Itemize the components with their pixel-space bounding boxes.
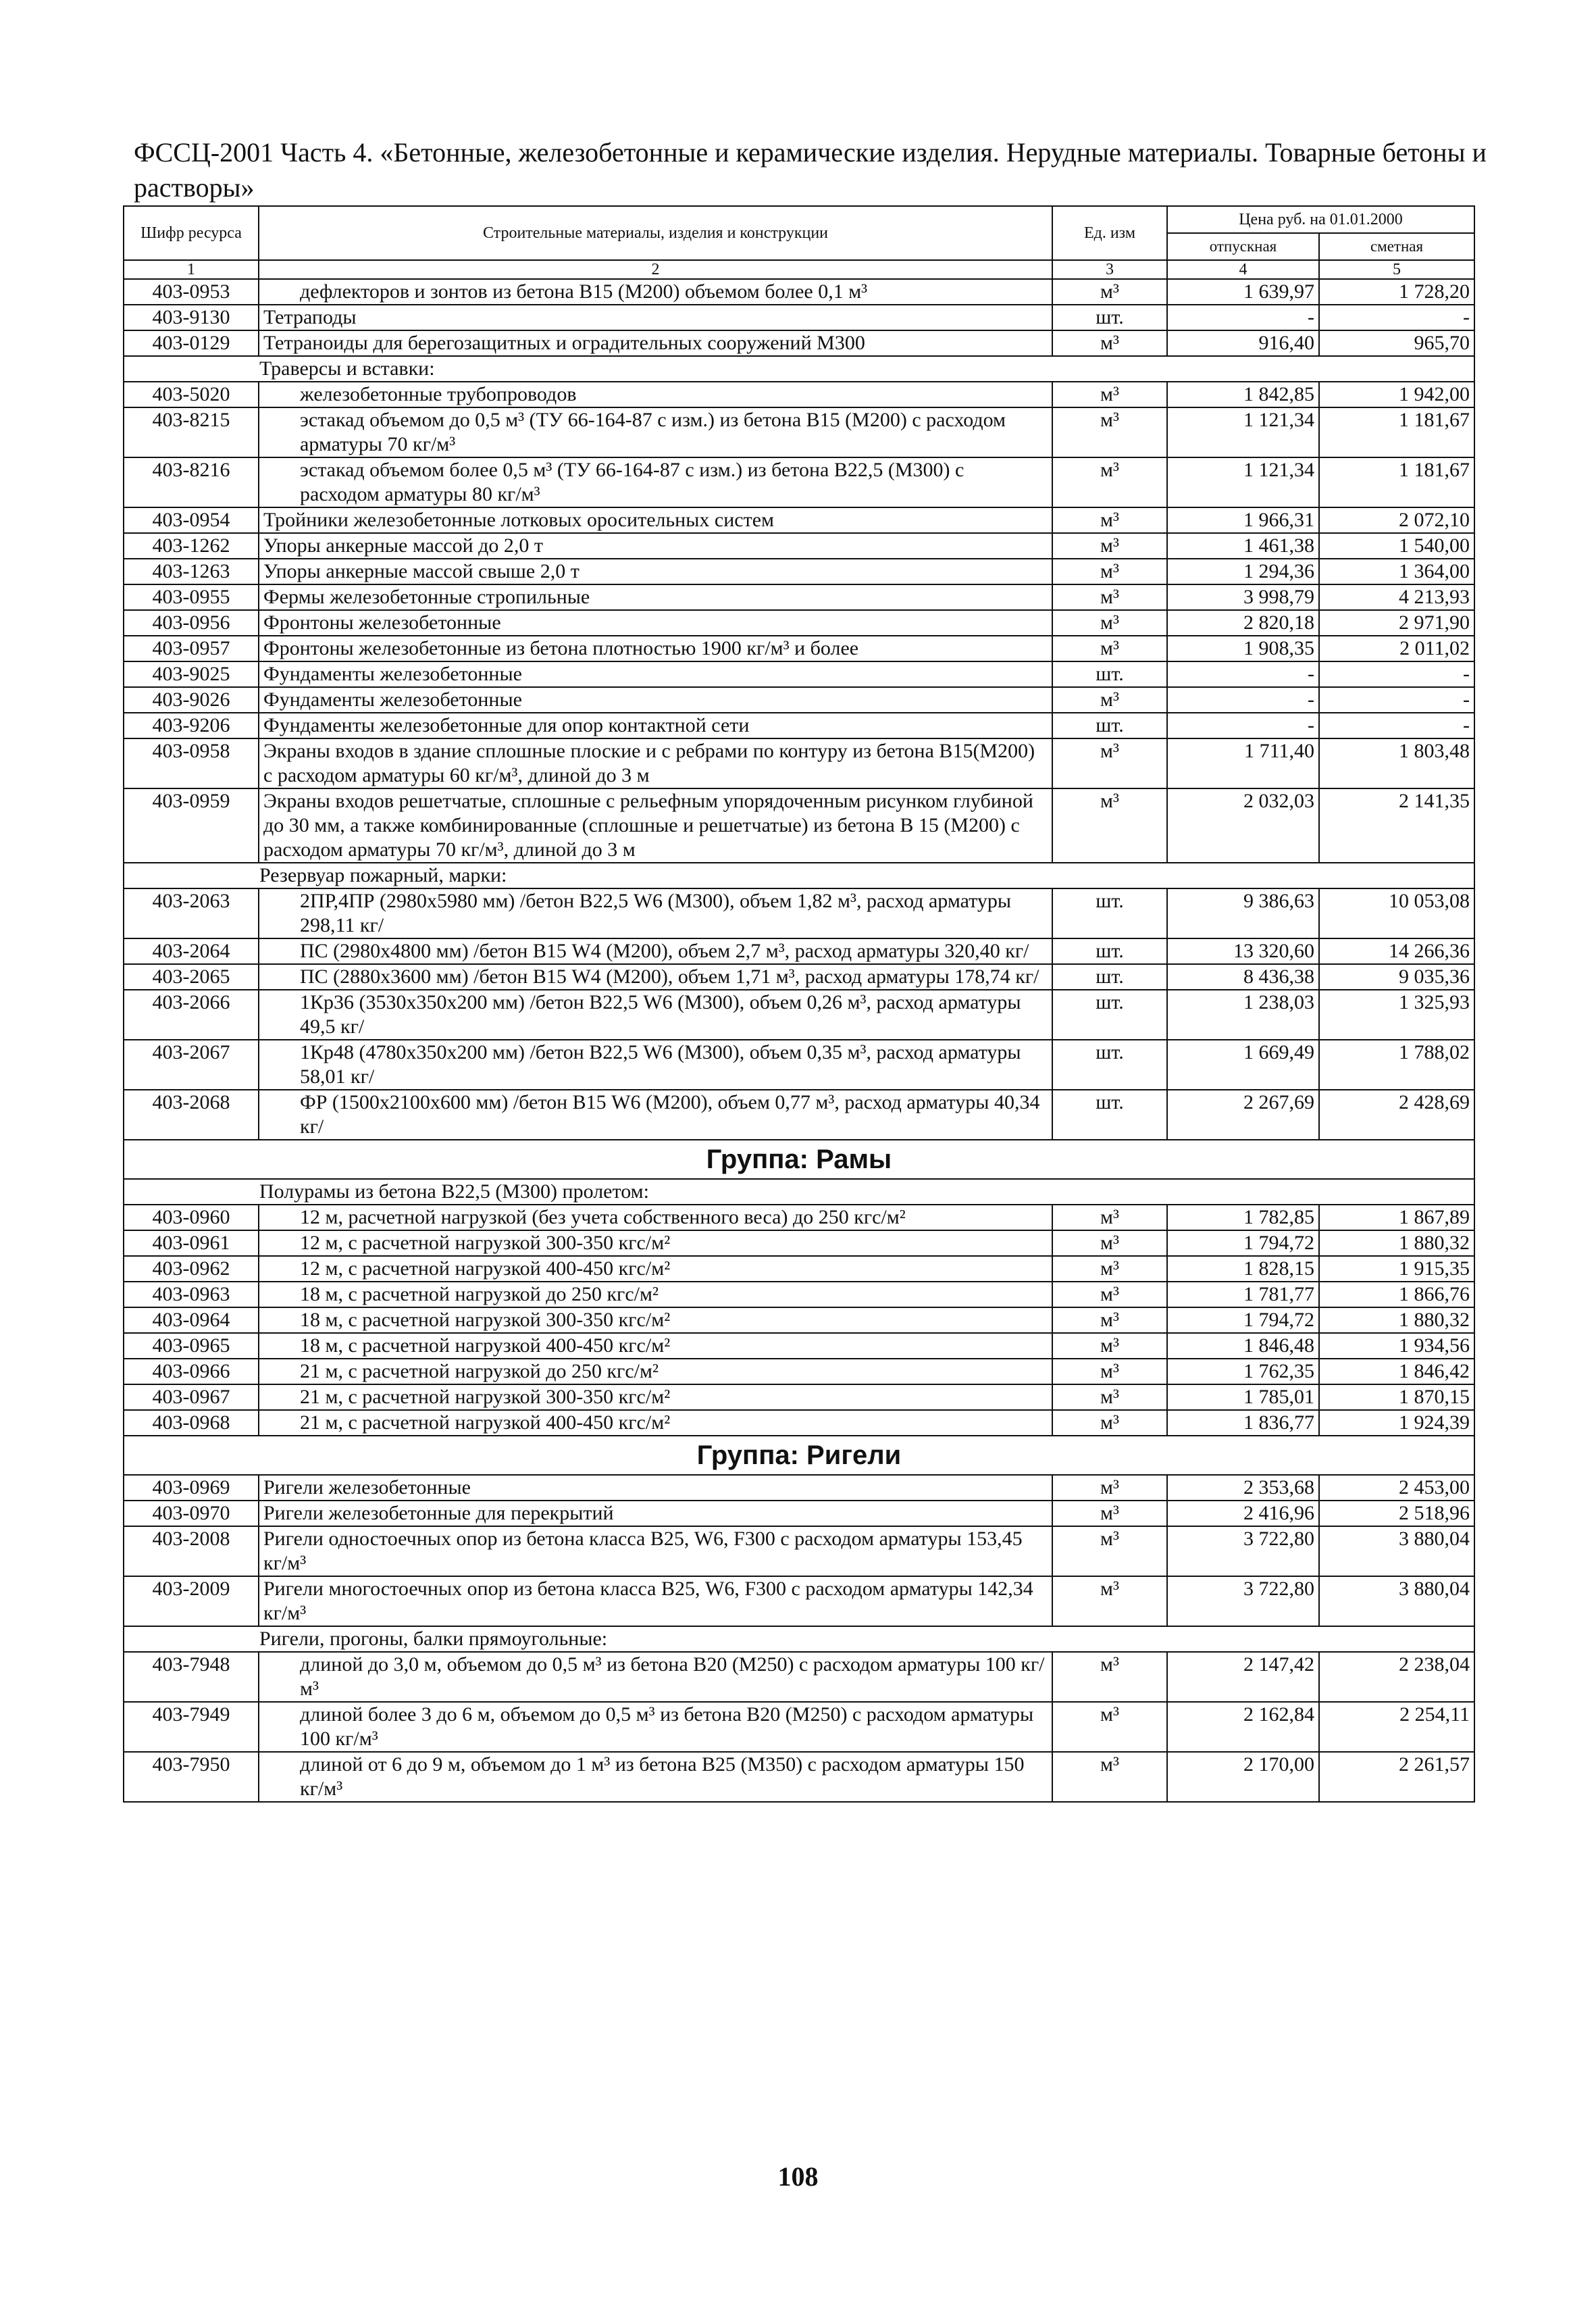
material-name: Упоры анкерные массой свыше 2,0 т [259,559,1052,584]
resource-code: 403-0953 [124,279,259,305]
price-estimate: 1 803,48 [1319,738,1474,788]
subheader-text: Ригели, прогоны, балки прямоугольные: [124,1626,1474,1652]
unit-cell: шт. [1052,661,1167,687]
price-release: - [1167,305,1319,330]
material-name: 18 м, с расчетной нагрузкой 400-450 кгс/м² [259,1333,1052,1359]
price-release: 1 785,01 [1167,1384,1319,1410]
header-unit: Ед. изм [1052,206,1167,260]
table-row [124,738,1474,788]
price-release: 1 782,85 [1167,1205,1319,1230]
table-row [124,559,1474,584]
unit-cell: м³ [1052,1702,1167,1752]
material-name: Ригели железобетонные для перекрытий [259,1501,1052,1526]
price-estimate: 2 971,90 [1319,610,1474,636]
group-title: Группа: Рамы [124,1140,1474,1179]
material-name: Тетраноиды для берегозащитных и оградительных сооружений М300 [259,330,1052,356]
price-release: 1 294,36 [1167,559,1319,584]
table-row [124,990,1474,1040]
header-code: Шифр ресурса [124,206,259,260]
unit-cell: шт. [1052,888,1167,938]
material-name: 2ПР,4ПР (2980х5980 мм) /бетон В22,5 W6 (М300), объем 1,82 м³, расход арматуры 298,11 кг/ [259,888,1052,938]
resource-code: 403-2008 [124,1526,259,1576]
material-name: 21 м, с расчетной нагрузкой до 250 кгс/м² [259,1359,1052,1384]
resource-code: 403-8216 [124,457,259,507]
price-release: - [1167,713,1319,738]
table-row [124,687,1474,713]
unit-cell: м³ [1052,533,1167,559]
price-release: 3 722,80 [1167,1576,1319,1626]
price-estimate: 1 915,35 [1319,1256,1474,1282]
price-estimate: 1 924,39 [1319,1410,1474,1436]
material-name: 12 м, расчетной нагрузкой (без учета собственного веса) до 250 кгс/м² [259,1205,1052,1230]
unit-cell: м³ [1052,788,1167,863]
price-release: 2 162,84 [1167,1702,1319,1752]
material-name: Фронтоны железобетонные [259,610,1052,636]
table-header-row [124,206,1474,233]
unit-cell: м³ [1052,1475,1167,1501]
unit-cell: м³ [1052,1307,1167,1333]
price-release: 1 238,03 [1167,990,1319,1040]
price-release: 1 846,48 [1167,1333,1319,1359]
unit-cell: шт. [1052,713,1167,738]
price-estimate: 2 072,10 [1319,507,1474,533]
price-release: - [1167,661,1319,687]
price-release: 1 711,40 [1167,738,1319,788]
price-release: 8 436,38 [1167,964,1319,990]
material-name: 21 м, с расчетной нагрузкой 300-350 кгс/м² [259,1384,1052,1410]
unit-cell: м³ [1052,610,1167,636]
unit-cell: м³ [1052,1256,1167,1282]
unit-cell: м³ [1052,738,1167,788]
material-name: Фундаменты железобетонные [259,687,1052,713]
unit-cell: м³ [1052,279,1167,305]
resource-code: 403-0970 [124,1501,259,1526]
price-release: 916,40 [1167,330,1319,356]
price-release: 1 908,35 [1167,636,1319,661]
unit-cell: м³ [1052,1576,1167,1626]
table-row [124,1282,1474,1307]
unit-cell: м³ [1052,382,1167,407]
price-estimate: 1 325,93 [1319,990,1474,1040]
price-estimate: 2 453,00 [1319,1475,1474,1501]
unit-cell: м³ [1052,1359,1167,1384]
table-row [124,1384,1474,1410]
price-release: 1 639,97 [1167,279,1319,305]
unit-cell: м³ [1052,584,1167,610]
price-release: 1 669,49 [1167,1040,1319,1090]
price-release: 1 966,31 [1167,507,1319,533]
subheader-text: Траверсы и вставки: [124,356,1474,382]
table-row [124,964,1474,990]
resource-code: 403-7948 [124,1652,259,1702]
subheader-row [124,863,1474,888]
price-release: 3 722,80 [1167,1526,1319,1576]
table-row [124,713,1474,738]
material-name: ПС (2980х4800 мм) /бетон В15 W4 (М200), объем 2,7 м³, расход арматуры 320,40 кг/ [259,938,1052,964]
resource-code: 403-1262 [124,533,259,559]
price-release: 2 147,42 [1167,1652,1319,1702]
price-release: 2 032,03 [1167,788,1319,863]
material-name: Экраны входов решетчатые, сплошные с рельефным упорядоченным рисунком глубиной до 30 мм, а также комбинированные (сплошные и решетчатые) из бетона В 15 (М200) с расходом арматуры 70 кг/м³, длиной до 3 м [259,788,1052,863]
column-number: 2 [259,260,1052,279]
table-row [124,1501,1474,1526]
price-release: 1 842,85 [1167,382,1319,407]
price-estimate: 2 238,04 [1319,1652,1474,1702]
column-number: 5 [1319,260,1474,279]
resource-code: 403-2065 [124,964,259,990]
column-number-row [124,260,1474,279]
material-name: Фермы железобетонные стропильные [259,584,1052,610]
resource-code: 403-0956 [124,610,259,636]
price-estimate: 2 254,11 [1319,1702,1474,1752]
header-name: Строительные материалы, изделия и конструкции [259,206,1052,260]
resource-code: 403-0964 [124,1307,259,1333]
material-name: Ригели железобетонные [259,1475,1052,1501]
price-release: 1 121,34 [1167,407,1319,457]
subheader-text: Полурамы из бетона В22,5 (М300) пролетом: [124,1179,1474,1205]
table-row [124,1205,1474,1230]
price-release: 3 998,79 [1167,584,1319,610]
price-release: 1 794,72 [1167,1307,1319,1333]
price-estimate: 2 518,96 [1319,1501,1474,1526]
unit-cell: шт. [1052,305,1167,330]
material-name: 1Кр48 (4780х350х200 мм) /бетон В22,5 W6 (М300), объем 0,35 м³, расход арматуры 58,01 кг/ [259,1040,1052,1090]
header-price: Цена руб. на 01.01.2000 [1167,206,1474,233]
price-estimate: 10 053,08 [1319,888,1474,938]
price-estimate: 4 213,93 [1319,584,1474,610]
subheader-row [124,1179,1474,1205]
price-estimate: 1 866,76 [1319,1282,1474,1307]
price-release: 1 461,38 [1167,533,1319,559]
resource-code: 403-9025 [124,661,259,687]
price-estimate: 2 011,02 [1319,636,1474,661]
table-row [124,1702,1474,1752]
material-name: эстакад объемом более 0,5 м³ (ТУ 66-164-87 с изм.) из бетона В22,5 (М300) с расходом арматуры 80 кг/м³ [259,457,1052,507]
price-release: 2 820,18 [1167,610,1319,636]
price-estimate: 1 880,32 [1319,1307,1474,1333]
table-row [124,507,1474,533]
price-estimate: 965,70 [1319,330,1474,356]
material-name: 12 м, с расчетной нагрузкой 400-450 кгс/м² [259,1256,1052,1282]
price-estimate: 1 181,67 [1319,407,1474,457]
price-estimate: 1 181,67 [1319,457,1474,507]
price-release: 1 794,72 [1167,1230,1319,1256]
resource-code: 403-0967 [124,1384,259,1410]
price-estimate: 3 880,04 [1319,1576,1474,1626]
group-row [124,1140,1474,1179]
material-name: Ригели одностоечных опор из бетона класса В25, W6, F300 с расходом арматуры 153,45 кг/м³ [259,1526,1052,1576]
material-name: Фундаменты железобетонные для опор контактной сети [259,713,1052,738]
table-row [124,305,1474,330]
price-release: 2 267,69 [1167,1090,1319,1140]
material-name: Тетраподы [259,305,1052,330]
price-estimate: - [1319,713,1474,738]
table-row [124,1475,1474,1501]
table-row [124,610,1474,636]
material-name: ФР (1500х2100х600 мм) /бетон В15 W6 (М200), объем 0,77 м³, расход арматуры 40,34 кг/ [259,1090,1052,1140]
price-release: 1 781,77 [1167,1282,1319,1307]
resource-code: 403-0958 [124,738,259,788]
table-row [124,1333,1474,1359]
price-estimate: 1 870,15 [1319,1384,1474,1410]
unit-cell: м³ [1052,559,1167,584]
material-name: железобетонные трубопроводов [259,382,1052,407]
material-name: Ригели многостоечных опор из бетона класса В25, W6, F300 с расходом арматуры 142,34 кг/м³ [259,1576,1052,1626]
resource-code: 403-2009 [124,1576,259,1626]
resource-code: 403-0963 [124,1282,259,1307]
table-row [124,1576,1474,1626]
unit-cell: шт. [1052,990,1167,1040]
resource-code: 403-0968 [124,1410,259,1436]
material-name: ПС (2880х3600 мм) /бетон В15 W4 (М200), объем 1,71 м³, расход арматуры 178,74 кг/ [259,964,1052,990]
resource-code: 403-0129 [124,330,259,356]
price-release: 1 828,15 [1167,1256,1319,1282]
price-release: 2 416,96 [1167,1501,1319,1526]
column-number: 1 [124,260,259,279]
price-estimate: - [1319,661,1474,687]
subheader-row [124,1626,1474,1652]
price-estimate: 9 035,36 [1319,964,1474,990]
price-estimate: 3 880,04 [1319,1526,1474,1576]
unit-cell: м³ [1052,507,1167,533]
unit-cell: м³ [1052,1205,1167,1230]
resource-code: 403-9130 [124,305,259,330]
resource-code: 403-0965 [124,1333,259,1359]
resource-code: 403-0961 [124,1230,259,1256]
table-row [124,888,1474,938]
column-number: 4 [1167,260,1319,279]
material-name: 12 м, с расчетной нагрузкой 300-350 кгс/м² [259,1230,1052,1256]
price-release: - [1167,687,1319,713]
resource-code: 403-2067 [124,1040,259,1090]
material-name: эстакад объемом до 0,5 м³ (ТУ 66-164-87 с изм.) из бетона В15 (М200) с расходом арматуры 70 кг/м³ [259,407,1052,457]
material-name: 21 м, с расчетной нагрузкой 400-450 кгс/м² [259,1410,1052,1436]
price-estimate: 1 364,00 [1319,559,1474,584]
header-price-estimate: сметная [1319,233,1474,260]
material-name: длиной более 3 до 6 м, объемом до 0,5 м³ из бетона В20 (М250) с расходом арматуры 100 кг/м³ [259,1702,1052,1752]
unit-cell: м³ [1052,687,1167,713]
table-row [124,1752,1474,1802]
material-name: 18 м, с расчетной нагрузкой 300-350 кгс/м² [259,1307,1052,1333]
resource-code: 403-0957 [124,636,259,661]
price-estimate: 1 880,32 [1319,1230,1474,1256]
table-row [124,1526,1474,1576]
price-estimate: 1 728,20 [1319,279,1474,305]
table-row [124,1410,1474,1436]
material-name: Экраны входов в здание сплошные плоские и с ребрами по контуру из бетона В15(М200) с расходом арматуры 60 кг/м³, длиной до 3 м [259,738,1052,788]
resource-code: 403-0969 [124,1475,259,1501]
table-row [124,661,1474,687]
price-estimate: 1 942,00 [1319,382,1474,407]
price-estimate: - [1319,305,1474,330]
price-release: 13 320,60 [1167,938,1319,964]
unit-cell: м³ [1052,1526,1167,1576]
unit-cell: м³ [1052,1652,1167,1702]
unit-cell: м³ [1052,1752,1167,1802]
page-number: 108 [777,2161,819,2192]
price-release: 1 836,77 [1167,1410,1319,1436]
resource-code: 403-7950 [124,1752,259,1802]
table-row [124,457,1474,507]
resource-code: 403-9206 [124,713,259,738]
resource-code: 403-7949 [124,1702,259,1752]
material-name: длиной до 3,0 м, объемом до 0,5 м³ из бетона В20 (М250) с расходом арматуры 100 кг/м³ [259,1652,1052,1702]
unit-cell: м³ [1052,1384,1167,1410]
subheader-row [124,356,1474,382]
price-estimate: 1 788,02 [1319,1040,1474,1090]
price-estimate: 14 266,36 [1319,938,1474,964]
table-row [124,279,1474,305]
group-row [124,1436,1474,1475]
material-name: дефлекторов и зонтов из бетона В15 (М200) объемом более 0,1 м³ [259,279,1052,305]
resource-code: 403-0962 [124,1256,259,1282]
price-estimate: 1 540,00 [1319,533,1474,559]
table-row [124,382,1474,407]
table-row [124,330,1474,356]
resource-code: 403-5020 [124,382,259,407]
table-row [124,407,1474,457]
price-release: 2 353,68 [1167,1475,1319,1501]
price-estimate: 1 934,56 [1319,1333,1474,1359]
unit-cell: м³ [1052,407,1167,457]
resource-code: 403-2066 [124,990,259,1040]
group-title: Группа: Ригели [124,1436,1474,1475]
table-row [124,1090,1474,1140]
table-row [124,533,1474,559]
unit-cell: шт. [1052,1090,1167,1140]
material-name: Фронтоны железобетонные из бетона плотностью 1900 кг/м³ и более [259,636,1052,661]
table-row [124,1359,1474,1384]
subheader-text: Резервуар пожарный, марки: [124,863,1474,888]
resource-code: 403-0954 [124,507,259,533]
unit-cell: м³ [1052,1333,1167,1359]
resource-code: 403-1263 [124,559,259,584]
price-estimate: 1 846,42 [1319,1359,1474,1384]
price-release: 9 386,63 [1167,888,1319,938]
unit-cell: м³ [1052,457,1167,507]
document-title: ФССЦ-2001 Часть 4. «Бетонные, железобетонные и керамические изделия. Нерудные материалы. Товарные бетоны и растворы» [134,137,1487,203]
price-estimate: 2 141,35 [1319,788,1474,863]
material-name: 18 м, с расчетной нагрузкой до 250 кгс/м² [259,1282,1052,1307]
table-row [124,584,1474,610]
table-row [124,1230,1474,1256]
table-row [124,788,1474,863]
table-row [124,938,1474,964]
unit-cell: м³ [1052,330,1167,356]
unit-cell: м³ [1052,1230,1167,1256]
resource-code: 403-0960 [124,1205,259,1230]
material-name: Упоры анкерные массой до 2,0 т [259,533,1052,559]
resource-code: 403-2068 [124,1090,259,1140]
unit-cell: шт. [1052,1040,1167,1090]
resource-code: 403-0966 [124,1359,259,1384]
unit-cell: м³ [1052,636,1167,661]
resource-code: 403-2064 [124,938,259,964]
material-name: длиной от 6 до 9 м, объемом до 1 м³ из бетона В25 (М350) с расходом арматуры 150 кг/м³ [259,1752,1052,1802]
column-number: 3 [1052,260,1167,279]
resource-code: 403-9026 [124,687,259,713]
unit-cell: м³ [1052,1282,1167,1307]
material-name: Тройники железобетонные лотковых оросительных систем [259,507,1052,533]
table-row [124,1652,1474,1702]
resource-code: 403-8215 [124,407,259,457]
table-row [124,636,1474,661]
header-price-release: отпускная [1167,233,1319,260]
unit-cell: м³ [1052,1501,1167,1526]
price-release: 1 762,35 [1167,1359,1319,1384]
price-table [123,205,1475,1803]
price-release: 1 121,34 [1167,457,1319,507]
unit-cell: шт. [1052,938,1167,964]
material-name: Фундаменты железобетонные [259,661,1052,687]
price-estimate: 2 428,69 [1319,1090,1474,1140]
resource-code: 403-2063 [124,888,259,938]
material-name: 1Кр36 (3530х350х200 мм) /бетон В22,5 W6 (М300), объем 0,26 м³, расход арматуры 49,5 кг/ [259,990,1052,1040]
table-row [124,1040,1474,1090]
table-row [124,1307,1474,1333]
price-estimate: - [1319,687,1474,713]
resource-code: 403-0955 [124,584,259,610]
unit-cell: шт. [1052,964,1167,990]
resource-code: 403-0959 [124,788,259,863]
unit-cell: м³ [1052,1410,1167,1436]
price-estimate: 2 261,57 [1319,1752,1474,1802]
price-release: 2 170,00 [1167,1752,1319,1802]
price-estimate: 1 867,89 [1319,1205,1474,1230]
table-row [124,1256,1474,1282]
